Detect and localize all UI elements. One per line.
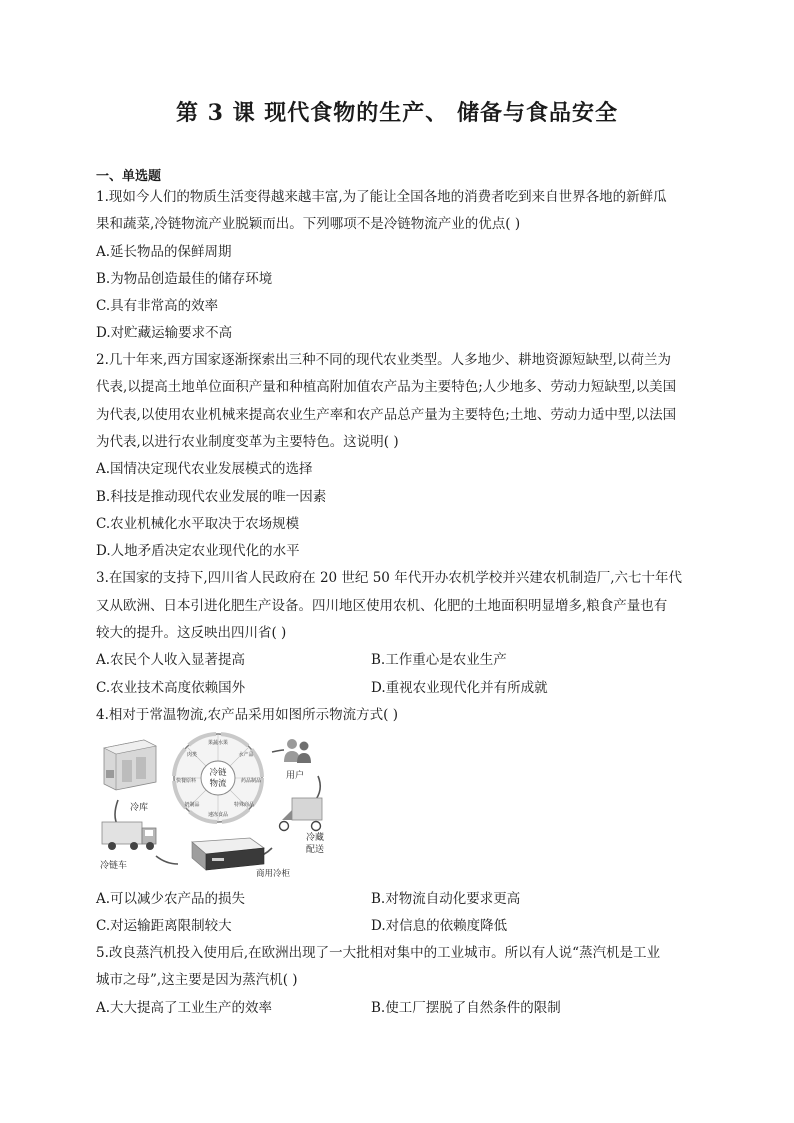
freezer-label: 商用冷柜	[256, 869, 291, 879]
question-2-line-4: 为代表,以进行农业制度变革为主要特色。这说明( )	[96, 434, 399, 450]
question-5-option-b: B.使工厂摆脱了自然条件的限制	[371, 1000, 561, 1016]
delivery-label-1: 冷藏	[306, 833, 325, 843]
wheel-segment-label: 肉类	[186, 752, 198, 758]
question-1-option-b: B.为物品创造最佳的储存环境	[96, 271, 273, 287]
question-2-line-1: 2.几十年来,西方国家逐渐探索出三种不同的现代农业类型。人多地少、耕地资源短缺型,以荷兰为	[96, 352, 671, 368]
truck-label: 冷链车	[100, 861, 128, 871]
user-label: 用户	[286, 771, 305, 781]
user-icon	[284, 739, 311, 763]
question-2-option-d: D.人地矛盾决定农业现代化的水平	[96, 543, 300, 559]
question-2-option-a: A.国情决定现代农业发展模式的选择	[96, 461, 313, 477]
question-3-option-a: A.农民个人收入显著提高	[96, 652, 246, 668]
wheel-segment-label: 果蔬水果	[207, 740, 229, 746]
question-2-line-2: 代表,以提高土地单位面积产量和种植高附加值农产品为主要特色;人少地多、劳动力短缺型,以美国	[96, 379, 677, 395]
question-3-option-d: D.重视农业现代化并有所成就	[371, 680, 548, 696]
cold-chain-wheel	[174, 734, 262, 822]
question-5-option-a: A.大大提高了工业生产的效率	[96, 1000, 273, 1016]
wheel-segment-label: 奶制品	[184, 802, 200, 808]
question-1-option-d: D.对贮藏运输要求不高	[96, 325, 233, 341]
question-1-line-1: 1.现如今人们的物质生活变得越来越丰富,为了能让全国各地的消费者吃到来自世界各地的新鲜瓜	[96, 189, 667, 205]
wheel-segment-label: 特殊商品	[233, 802, 255, 808]
question-3-line-2: 又从欧洲、日本引进化肥生产设备。四川地区使用农机、化肥的土地面积明显增多,粮食产量也有	[96, 598, 668, 614]
question-4-option-c: C.对运输距离限制较大	[96, 918, 232, 934]
cold-storage-icon	[104, 740, 156, 790]
wheel-segment-label: 药品制品	[240, 778, 262, 784]
question-4-option-a: A.可以减少农产品的损失	[96, 891, 246, 907]
question-1-line-2: 果和蔬菜,冷链物流产业脱颖而出。下列哪项不是冷链物流产业的优点( )	[96, 216, 521, 232]
wheel-segment-label: 速冻食品	[207, 812, 229, 818]
question-3-line-1: 3.在国家的支持下,四川省人民政府在 20 世纪 50 年代开办农机学校并兴建农机制造厂,六七十年代	[96, 570, 682, 586]
freezer-icon	[192, 838, 264, 870]
wheel-segment-label: 快餐原料	[175, 778, 197, 784]
question-3-option-b: B.工作重心是农业生产	[371, 652, 507, 668]
question-2-line-3: 为代表,以使用农业机械来提高农业生产率和农产品总产量为主要特色;土地、劳动力适中型,以法国	[96, 407, 677, 423]
wheel-center-line-1: 冷链	[209, 768, 227, 778]
question-4-line-1: 4.相对于常温物流,农产品采用如图所示物流方式( )	[96, 707, 398, 723]
question-1-option-a: A.延长物品的保鲜周期	[96, 244, 232, 260]
delivery-label-2: 配送	[306, 845, 325, 855]
question-3-line-3: 较大的提升。这反映出四川省( )	[96, 625, 287, 641]
section-heading: 一、单选题	[96, 169, 162, 184]
question-5-line-2: 城市之母”,这主要是因为蒸汽机( )	[96, 972, 298, 988]
wheel-center-line-2: 物流	[209, 779, 227, 789]
page-title: 第 3 课 现代食物的生产、 储备与食品安全	[176, 100, 618, 126]
question-1-option-c: C.具有非常高的效率	[96, 298, 219, 314]
question-3-option-c: C.农业技术高度依赖国外	[96, 680, 246, 696]
cold-storage-label: 冷库	[130, 803, 149, 813]
truck-icon	[102, 822, 156, 850]
question-5-line-1: 5.改良蒸汽机投入使用后,在欧洲出现了一大批相对集中的工业城市。所以有人说“蒸汽机是工业	[96, 945, 661, 961]
delivery-tricycle-icon	[280, 798, 323, 831]
cold-chain-diagram	[96, 730, 336, 880]
question-2-option-b: B.科技是推动现代农业发展的唯一因素	[96, 489, 327, 505]
question-4-option-b: B.对物流自动化要求更高	[371, 891, 521, 907]
wheel-segment-label: 水产品	[238, 752, 254, 758]
cold-chain-figure	[96, 730, 336, 880]
question-4-option-d: D.对信息的依赖度降低	[371, 918, 508, 934]
question-2-option-c: C.农业机械化水平取决于农场规模	[96, 516, 300, 532]
